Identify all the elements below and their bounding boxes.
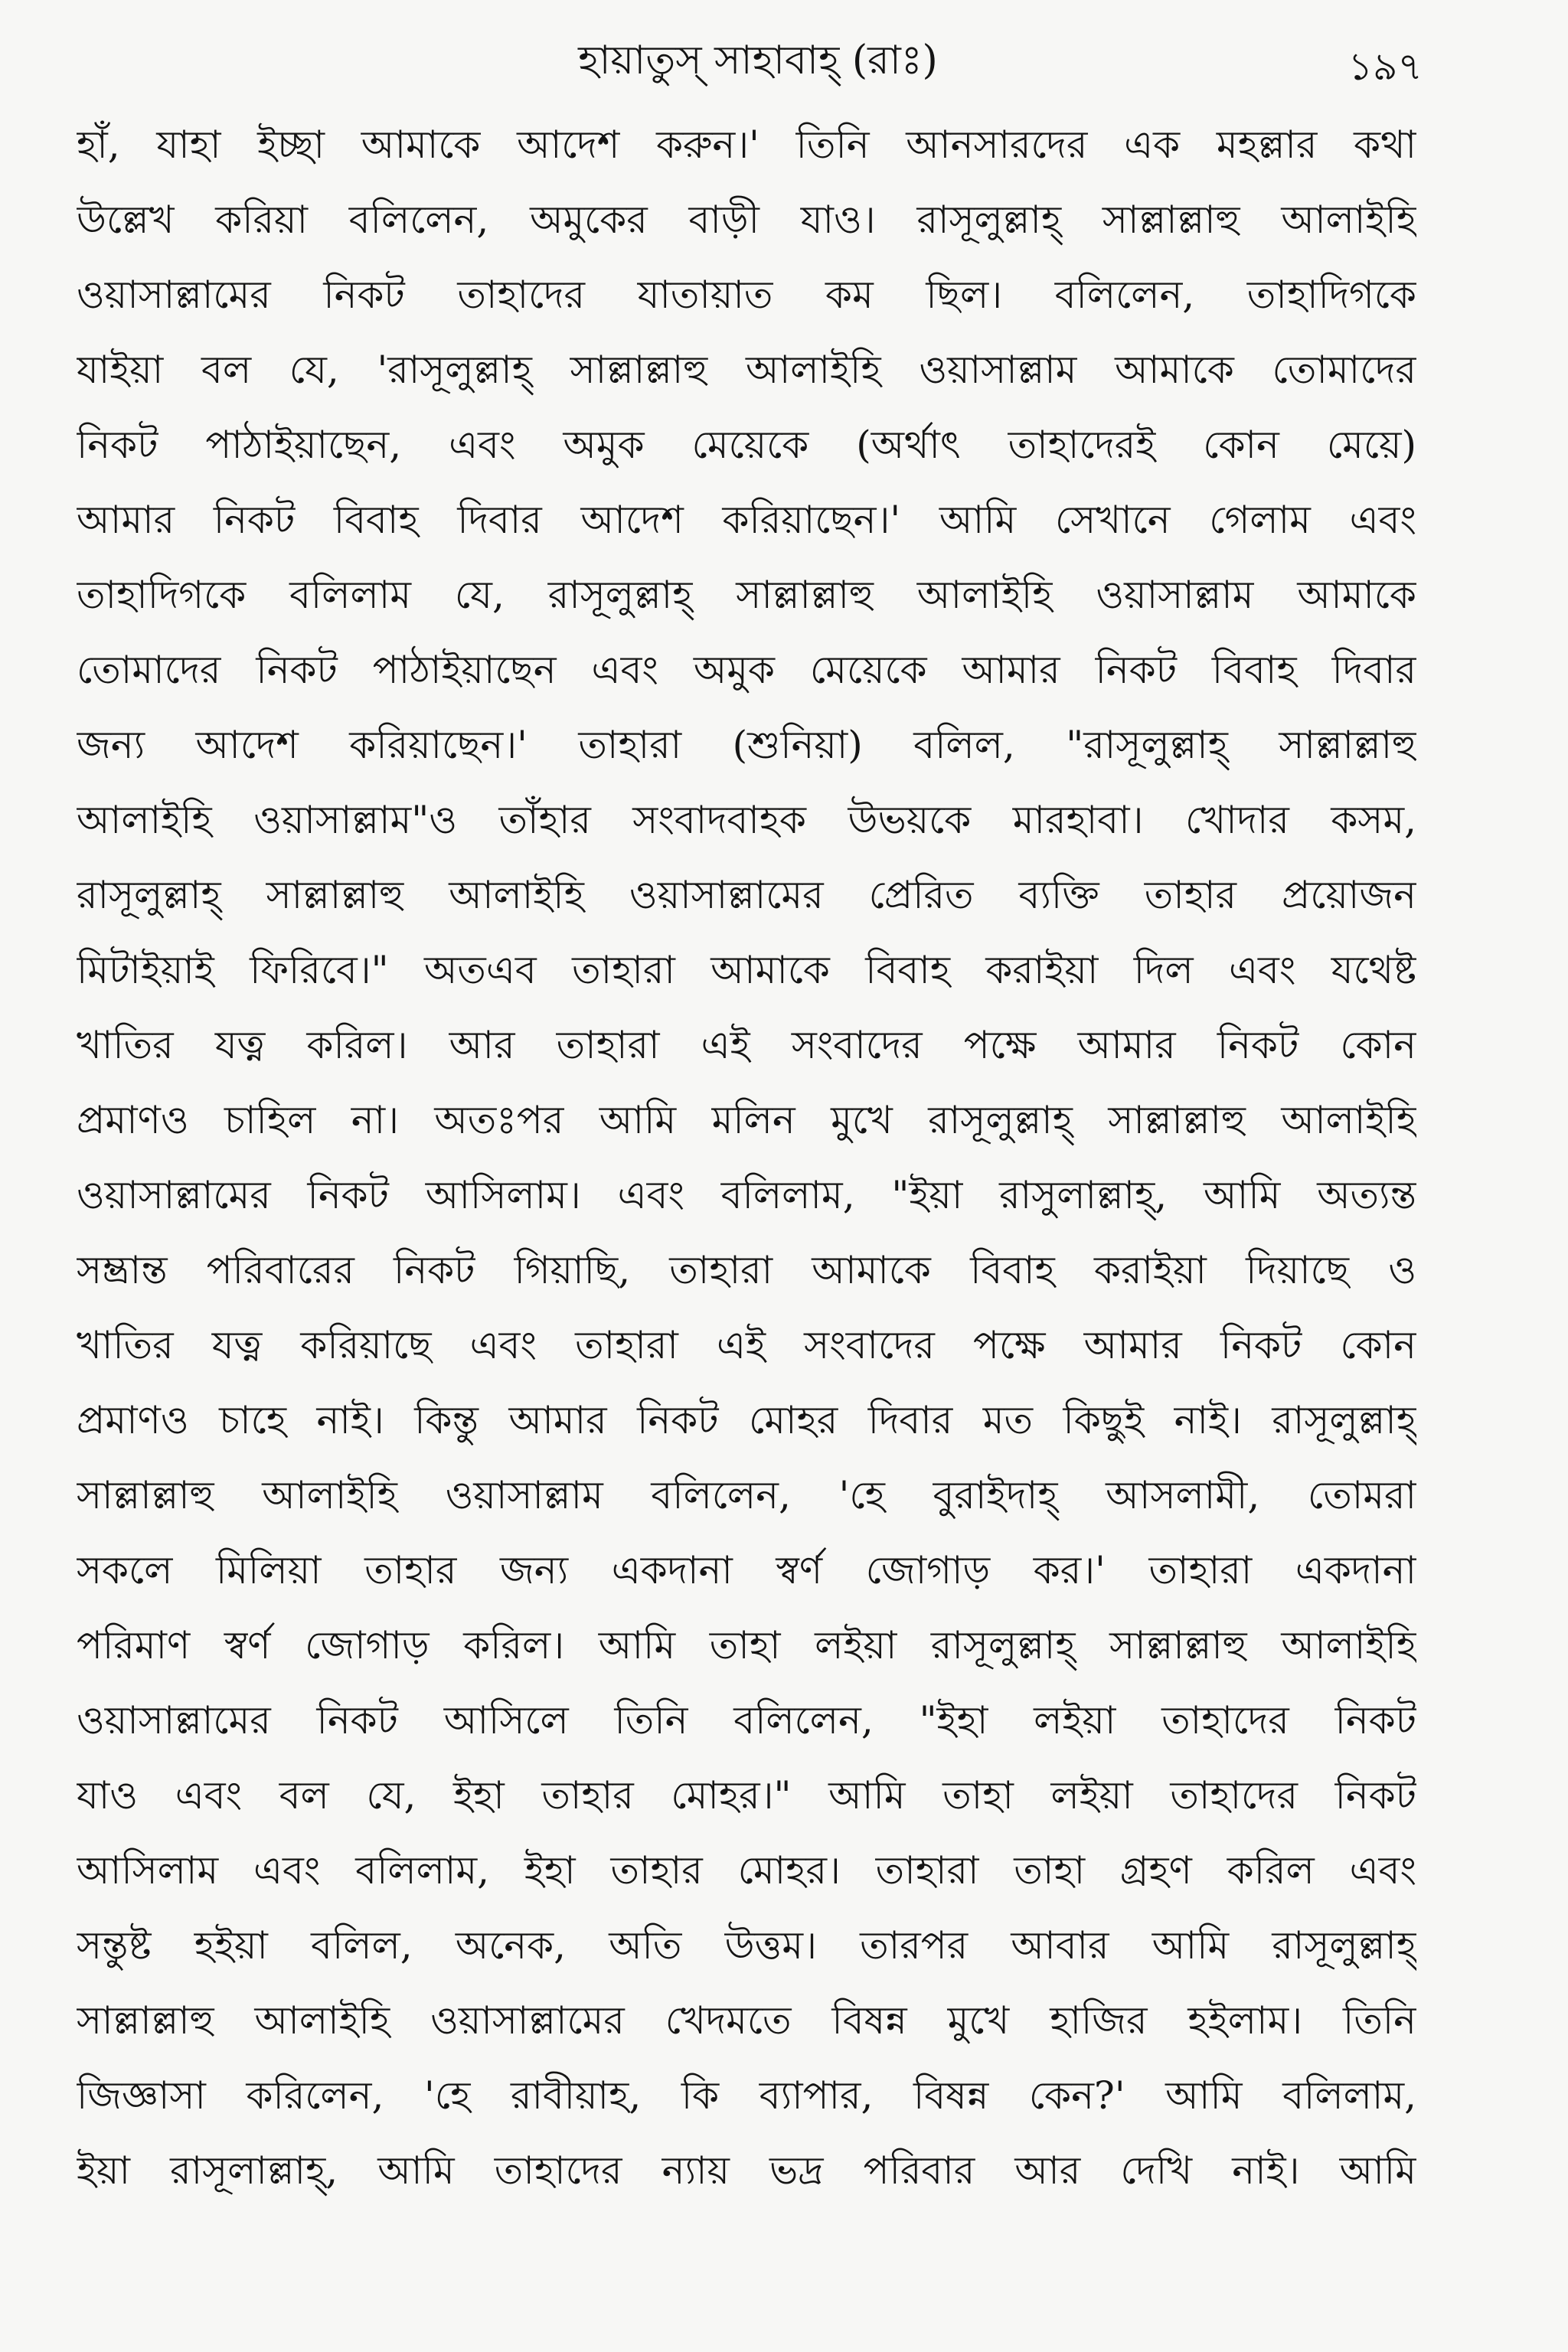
text-line: যাও এবং বল যে, ইহা তাহার মোহর।" আমি তাহা লইয়া তাহাদের নিকট xyxy=(77,1773,1416,1818)
text-line: সাল্লাল্লাহু আলাইহি ওয়াসাল্লাম বলিলেন, 'হে বুরাইদাহ্ আসলামী, তোমরা xyxy=(77,1473,1416,1517)
text-line: জিজ্ঞাসা করিলেন, 'হে রাবীয়াহ, কি ব্যাপার, বিষন্ন কেন?' আমি বলিলাম, xyxy=(77,2073,1416,2118)
text-line: রাসূলুল্লাহ্ সাল্লাল্লাহু আলাইহি ওয়াসাল্লামের প্রেরিত ব্যক্তি তাহার প্রয়োজন xyxy=(77,873,1416,917)
page-header xyxy=(0,23,1568,107)
text-line: পরিমাণ স্বর্ণ জোগাড় করিল। আমি তাহা লইয়া রাসূলুল্লাহ্ সাল্লাল্লাহু আলাইহি xyxy=(77,1623,1416,1668)
text-line: সন্তুষ্ট হইয়া বলিল, অনেক, অতি উত্তম। তারপর আবার আমি রাসূলুল্লাহ্ xyxy=(77,1923,1416,1968)
text-line: ওয়াসাল্লামের নিকট আসিলাম। এবং বলিলাম, "ইয়া রাসুলাল্লাহ্, আমি অত্যন্ত xyxy=(77,1173,1416,1217)
text-line: ইয়া রাসূলাল্লাহ্, আমি তাহাদের ন্যায় ভদ্র পরিবার আর দেখি নাই। আমি xyxy=(77,2148,1416,2193)
text-line: সম্ভ্রান্ত পরিবারের নিকট গিয়াছি, তাহারা আমাকে বিবাহ করাইয়া দিয়াছে ও xyxy=(77,1248,1416,1292)
text-line: সকলে মিলিয়া তাহার জন্য একদানা স্বর্ণ জোগাড় কর।' তাহারা একদানা xyxy=(77,1548,1416,1592)
text-line: তোমাদের নিকট পাঠাইয়াছেন এবং অমুক মেয়েকে আমার নিকট বিবাহ দিবার xyxy=(77,648,1416,692)
running-title: হায়াতুস্ সাহাবাহ্ (রাঃ) xyxy=(578,38,938,83)
text-line: প্রমাণও চাহিল না। অতঃপর আমি মলিন মুখে রাসূলুল্লাহ্ সাল্লাল্লাহু আলাইহি xyxy=(77,1098,1416,1142)
body-text xyxy=(77,107,1416,2208)
text-line: আসিলাম এবং বলিলাম, ইহা তাহার মোহর। তাহারা তাহা গ্রহণ করিল এবং xyxy=(77,1848,1416,1893)
page-number: ১৯৭ xyxy=(1348,44,1423,89)
text-line: যাইয়া বল যে, 'রাসূলুল্লাহ্ সাল্লাল্লাহু আলাইহি ওয়াসাল্লাম আমাকে তোমাদের xyxy=(77,348,1416,392)
text-line: তাহাদিগকে বলিলাম যে, রাসূলুল্লাহ্ সাল্লাল্লাহু আলাইহি ওয়াসাল্লাম আমাকে xyxy=(77,573,1416,617)
text-line: সাল্লাল্লাহু আলাইহি ওয়াসাল্লামের খেদমতে বিষন্ন মুখে হাজির হইলাম। তিনি xyxy=(77,1998,1416,2043)
text-line: খাতির যত্ন করিল। আর তাহারা এই সংবাদের পক্ষে আমার নিকট কোন xyxy=(77,1023,1416,1067)
text-line: আলাইহি ওয়াসাল্লাম"ও তাঁহার সংবাদবাহক উভয়কে মারহাবা। খোদার কসম, xyxy=(77,798,1416,842)
text-line: জন্য আদেশ করিয়াছেন।' তাহারা (শুনিয়া) বলিল, "রাসূলুল্লাহ্ সাল্লাল্লাহু xyxy=(77,723,1416,767)
text-line: ওয়াসাল্লামের নিকট তাহাদের যাতায়াত কম ছিল। বলিলেন, তাহাদিগকে xyxy=(77,273,1416,317)
text-line: খাতির যত্ন করিয়াছে এবং তাহারা এই সংবাদের পক্ষে আমার নিকট কোন xyxy=(77,1323,1416,1367)
text-line: প্রমাণও চাহে নাই। কিন্তু আমার নিকট মোহর দিবার মত কিছুই নাই। রাসূলুল্লাহ্ xyxy=(77,1398,1416,1442)
text-line: উল্লেখ করিয়া বলিলেন, অমুকের বাড়ী যাও। রাসূলুল্লাহ্ সাল্লাল্লাহু আলাইহি xyxy=(77,198,1416,242)
text-line: ওয়াসাল্লামের নিকট আসিলে তিনি বলিলেন, "ইহা লইয়া তাহাদের নিকট xyxy=(77,1698,1416,1743)
text-line: নিকট পাঠাইয়াছেন, এবং অমুক মেয়েকে (অর্থাৎ তাহাদেরই কোন মেয়ে) xyxy=(77,423,1416,467)
text-line: আমার নিকট বিবাহ দিবার আদেশ করিয়াছেন।' আমি সেখানে গেলাম এবং xyxy=(77,498,1416,542)
text-line: হাঁ, যাহা ইচ্ছা আমাকে আদেশ করুন।' তিনি আনসারদের এক মহল্লার কথা xyxy=(77,122,1416,167)
text-line: মিটাইয়াই ফিরিবে।" অতএব তাহারা আমাকে বিবাহ করাইয়া দিল এবং যথেষ্ট xyxy=(77,948,1416,992)
